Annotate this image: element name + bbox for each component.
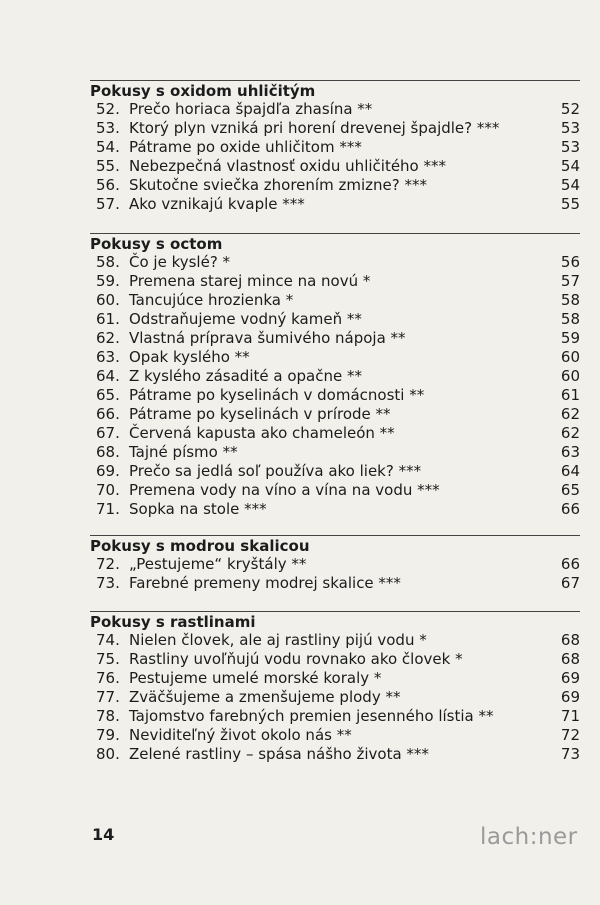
entry-number: 79.	[96, 726, 120, 744]
toc-entry[interactable]	[90, 367, 580, 386]
entry-title: Sopka na stole ***	[129, 500, 267, 518]
entry-title: Tajomstvo farebných premien jesenného lístia **	[129, 707, 494, 725]
entry-title: Čo je kyslé? *	[129, 253, 231, 271]
entry-title: Opak kyslého **	[129, 348, 250, 366]
entry-page: 68	[560, 631, 580, 649]
entry-number: 75.	[96, 650, 120, 668]
entry-page: 53	[560, 119, 580, 137]
entry-number: 61.	[96, 310, 120, 328]
toc-entry[interactable]	[90, 176, 580, 195]
entry-title: Farebné premeny modrej skalice ***	[129, 574, 401, 592]
toc-section	[90, 611, 580, 764]
section-heading: Pokusy s rastlinami	[90, 611, 580, 631]
entry-title: Z kyslého zásadité a opačne **	[129, 367, 362, 385]
entry-title: Pátrame po kyselinách v domácnosti **	[129, 386, 425, 404]
entry-page: 72	[560, 726, 580, 744]
entry-number: 65.	[96, 386, 120, 404]
entry-page: 62	[560, 424, 580, 442]
entry-page: 56	[560, 253, 580, 271]
entry-title: Zelené rastliny – spása nášho života ***	[129, 745, 429, 763]
toc-entry[interactable]	[90, 348, 580, 367]
entry-number: 62.	[96, 329, 120, 347]
entry-title: Prečo horiaca špajdľa zhasína **	[129, 100, 373, 118]
entry-number: 77.	[96, 688, 120, 706]
entry-number: 59.	[96, 272, 120, 290]
entry-title: Tancujúce hrozienka *	[129, 291, 294, 309]
entry-title: „Pestujeme“ kryštály **	[129, 555, 307, 573]
toc-entry[interactable]	[90, 253, 580, 272]
entry-title: Ako vznikajú kvaple ***	[129, 195, 305, 213]
entry-number: 66.	[96, 405, 120, 423]
toc-entry[interactable]	[90, 574, 580, 593]
toc-entry[interactable]	[90, 195, 580, 214]
toc-entry[interactable]	[90, 707, 580, 726]
toc-section	[90, 233, 580, 519]
toc-entry[interactable]	[90, 745, 580, 764]
entry-number: 56.	[96, 176, 120, 194]
entry-number: 71.	[96, 500, 120, 518]
entry-number: 64.	[96, 367, 120, 385]
entry-number: 53.	[96, 119, 120, 137]
entry-number: 72.	[96, 555, 120, 573]
entry-page: 58	[560, 291, 580, 309]
entry-page: 60	[560, 367, 580, 385]
toc-entry[interactable]	[90, 310, 580, 329]
toc-section	[90, 535, 580, 593]
toc-entry[interactable]	[90, 650, 580, 669]
entry-page: 60	[560, 348, 580, 366]
entry-page: 67	[560, 574, 580, 592]
entry-title: Premena vody na víno a vína na vodu ***	[129, 481, 440, 499]
entry-page: 66	[560, 555, 580, 573]
entry-number: 60.	[96, 291, 120, 309]
entry-number: 80.	[96, 745, 120, 763]
entry-title: Pátrame po kyselinách v prírode **	[129, 405, 391, 423]
entry-number: 74.	[96, 631, 120, 649]
entry-title: Skutočne sviečka zhorením zmizne? ***	[129, 176, 427, 194]
entry-title: Odstraňujeme vodný kameň **	[129, 310, 362, 328]
entry-page: 71	[560, 707, 580, 725]
toc-entry[interactable]	[90, 462, 580, 481]
entry-title: Premena starej mince na novú *	[129, 272, 371, 290]
entry-number: 78.	[96, 707, 120, 725]
entry-number: 73.	[96, 574, 120, 592]
toc-entry[interactable]	[90, 481, 580, 500]
toc-entry[interactable]	[90, 157, 580, 176]
entry-page: 69	[560, 669, 580, 687]
entry-page: 53	[560, 138, 580, 156]
entry-page: 54	[560, 157, 580, 175]
toc-entry[interactable]	[90, 726, 580, 745]
entry-number: 70.	[96, 481, 120, 499]
entry-number: 76.	[96, 669, 120, 687]
toc-entry[interactable]	[90, 119, 580, 138]
entry-title: Zväčšujeme a zmenšujeme plody **	[129, 688, 401, 706]
entry-page: 68	[560, 650, 580, 668]
section-heading: Pokusy s oxidom uhličitým	[90, 80, 580, 100]
entry-title: Pátrame po oxide uhličitom ***	[129, 138, 362, 156]
toc-entry[interactable]	[90, 424, 580, 443]
entry-page: 57	[560, 272, 580, 290]
toc-entry[interactable]	[90, 138, 580, 157]
toc-entry[interactable]	[90, 500, 580, 519]
publisher-logo: lach:ner	[480, 824, 578, 850]
entry-title: Červená kapusta ako chameleón **	[129, 424, 395, 442]
toc-entry[interactable]	[90, 443, 580, 462]
toc-entry[interactable]	[90, 386, 580, 405]
entry-page: 55	[560, 195, 580, 213]
entry-title: Pestujeme umelé morské koraly *	[129, 669, 382, 687]
entry-page: 66	[560, 500, 580, 518]
entry-number: 57.	[96, 195, 120, 213]
toc-entry[interactable]	[90, 405, 580, 424]
entry-title: Nielen človek, ale aj rastliny pijú vodu *	[129, 631, 427, 649]
toc-entry[interactable]	[90, 329, 580, 348]
toc-entry[interactable]	[90, 100, 580, 119]
entry-page: 61	[560, 386, 580, 404]
page-number: 14	[92, 825, 115, 844]
entry-page: 54	[560, 176, 580, 194]
entry-page: 52	[560, 100, 580, 118]
entry-title: Ktorý plyn vzniká pri horení drevenej špajdle? ***	[129, 119, 500, 137]
section-heading: Pokusy s modrou skalicou	[90, 535, 580, 555]
entry-number: 68.	[96, 443, 120, 461]
toc-entry[interactable]	[90, 555, 580, 574]
entry-number: 58.	[96, 253, 120, 271]
entry-title: Prečo sa jedlá soľ používa ako liek? ***	[129, 462, 422, 480]
entry-title: Neviditeľný život okolo nás **	[129, 726, 352, 744]
toc-section	[90, 80, 580, 214]
entry-page: 58	[560, 310, 580, 328]
entry-page: 73	[560, 745, 580, 763]
entry-page: 62	[560, 405, 580, 423]
entry-title: Vlastná príprava šumivého nápoja **	[129, 329, 406, 347]
entry-page: 64	[560, 462, 580, 480]
entry-page: 69	[560, 688, 580, 706]
toc-entry[interactable]	[90, 688, 580, 707]
toc-entry[interactable]	[90, 291, 580, 310]
entry-page: 65	[560, 481, 580, 499]
entry-number: 52.	[96, 100, 120, 118]
toc-entry[interactable]	[90, 669, 580, 688]
entry-number: 54.	[96, 138, 120, 156]
toc-entry[interactable]	[90, 272, 580, 291]
entry-number: 69.	[96, 462, 120, 480]
entry-number: 63.	[96, 348, 120, 366]
entry-title: Tajné písmo **	[129, 443, 238, 461]
entry-number: 55.	[96, 157, 120, 175]
section-heading: Pokusy s octom	[90, 233, 580, 253]
entry-title: Nebezpečná vlastnosť oxidu uhličitého ***	[129, 157, 446, 175]
toc-entry[interactable]	[90, 631, 580, 650]
entry-number: 67.	[96, 424, 120, 442]
entry-title: Rastliny uvoľňujú vodu rovnako ako človek *	[129, 650, 463, 668]
entry-page: 63	[560, 443, 580, 461]
entry-page: 59	[560, 329, 580, 347]
